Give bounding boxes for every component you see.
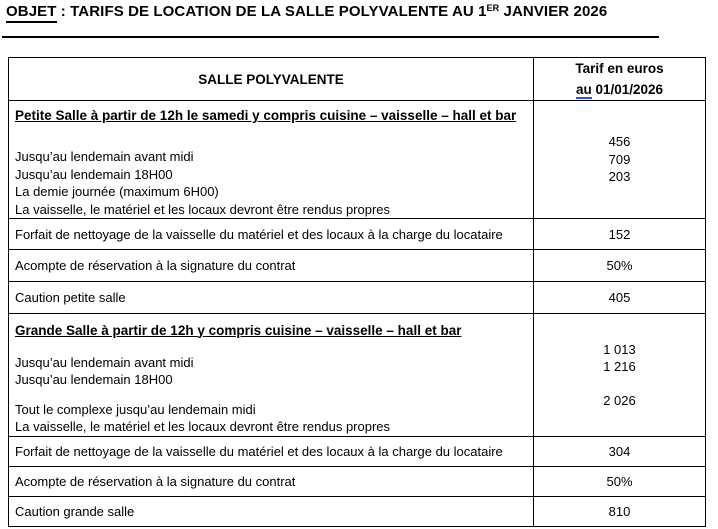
title-horizontal-rule bbox=[2, 36, 659, 38]
petite-salle-section-row bbox=[9, 101, 706, 219]
document-title bbox=[6, 3, 607, 20]
tariff-table bbox=[8, 57, 706, 527]
petite-price-3: 203 bbox=[608, 169, 631, 185]
petite-line-4: La vaisselle, le matériel et les locaux devront être rendus propres bbox=[15, 201, 391, 217]
title-main-text: TARIFS DE LOCATION DE LA SALLE POLYVALENTE AU 1 bbox=[70, 3, 487, 20]
tarif-header-au: au bbox=[575, 82, 592, 97]
petite-salle-section-cell bbox=[9, 101, 534, 219]
petite-caution-row bbox=[9, 282, 706, 314]
petite-line-3: La demie journée (maximum 6H00) bbox=[15, 184, 219, 199]
grande-price-3: 2 026 bbox=[603, 393, 636, 408]
tarif-header-line2 bbox=[540, 79, 699, 100]
grande-price-2: 1 216 bbox=[603, 359, 636, 374]
grande-line-4: La vaisselle, le matériel et les locaux devront être rendus propres bbox=[15, 418, 391, 434]
grande-caution-label: Caution grande salle bbox=[9, 497, 534, 527]
petite-forfait-value: 152 bbox=[534, 219, 706, 250]
petite-forfait-label: Forfait de nettoyage de la vaisselle du matériel et des locaux à la charge du locataire bbox=[9, 219, 534, 250]
petite-acompte-row bbox=[9, 250, 706, 282]
grande-salle-section-cell bbox=[9, 314, 534, 437]
petite-line-1: Jusqu’au lendemain avant midi bbox=[15, 149, 194, 164]
grande-line-1: Jusqu’au lendemain avant midi bbox=[15, 354, 194, 370]
grande-salle-prices-cell bbox=[534, 314, 706, 437]
petite-line-2: Jusqu’au lendemain 18H00 bbox=[15, 166, 173, 182]
grande-price-1: 1 013 bbox=[603, 342, 636, 357]
petite-caution-value: 405 bbox=[534, 282, 706, 314]
table-header-row bbox=[9, 58, 706, 101]
title-tail-text: JANVIER 2026 bbox=[499, 3, 608, 20]
petite-salle-prices-cell bbox=[534, 101, 706, 219]
petite-caution-label: Caution petite salle bbox=[9, 282, 534, 314]
grande-acompte-row bbox=[9, 467, 706, 497]
tarif-header-date: 01/01/2026 bbox=[591, 82, 664, 97]
grande-caution-row bbox=[9, 497, 706, 527]
petite-salle-heading: Petite Salle à partir de 12h le samedi y compris cuisine – vaisselle – hall et bar bbox=[15, 108, 517, 123]
grande-forfait-row bbox=[9, 437, 706, 467]
petite-price-1: 456 bbox=[608, 134, 631, 150]
title-separator: : bbox=[56, 3, 71, 20]
grande-salle-heading: Grande Salle à partir de 12h y compris cuisine – vaisselle – hall et bar bbox=[15, 322, 462, 338]
column-header-salle: SALLE POLYVALENTE bbox=[9, 58, 534, 101]
grande-line-2: Jusqu’au lendemain 18H00 bbox=[15, 371, 173, 387]
petite-acompte-label: Acompte de réservation à la signature du contrat bbox=[9, 250, 534, 282]
petite-acompte-value: 50% bbox=[534, 250, 706, 282]
tarif-header-line1: Tarif en euros bbox=[575, 61, 664, 76]
petite-price-2: 709 bbox=[608, 151, 631, 167]
grande-acompte-value: 50% bbox=[534, 467, 706, 497]
grande-forfait-value: 304 bbox=[534, 437, 706, 467]
title-ordinal-superscript: ER bbox=[486, 3, 500, 13]
title-object-label: OBJET bbox=[6, 3, 57, 23]
grande-caution-value: 810 bbox=[534, 497, 706, 527]
grande-forfait-label: Forfait de nettoyage de la vaisselle du matériel et des locaux à la charge du locataire bbox=[9, 437, 534, 467]
column-header-tarif bbox=[534, 58, 706, 101]
petite-forfait-row bbox=[9, 219, 706, 250]
grande-line-3: Tout le complexe jusqu’au lendemain midi bbox=[15, 401, 256, 417]
grande-salle-section-row bbox=[9, 314, 706, 437]
grande-acompte-label: Acompte de réservation à la signature du contrat bbox=[9, 467, 534, 497]
